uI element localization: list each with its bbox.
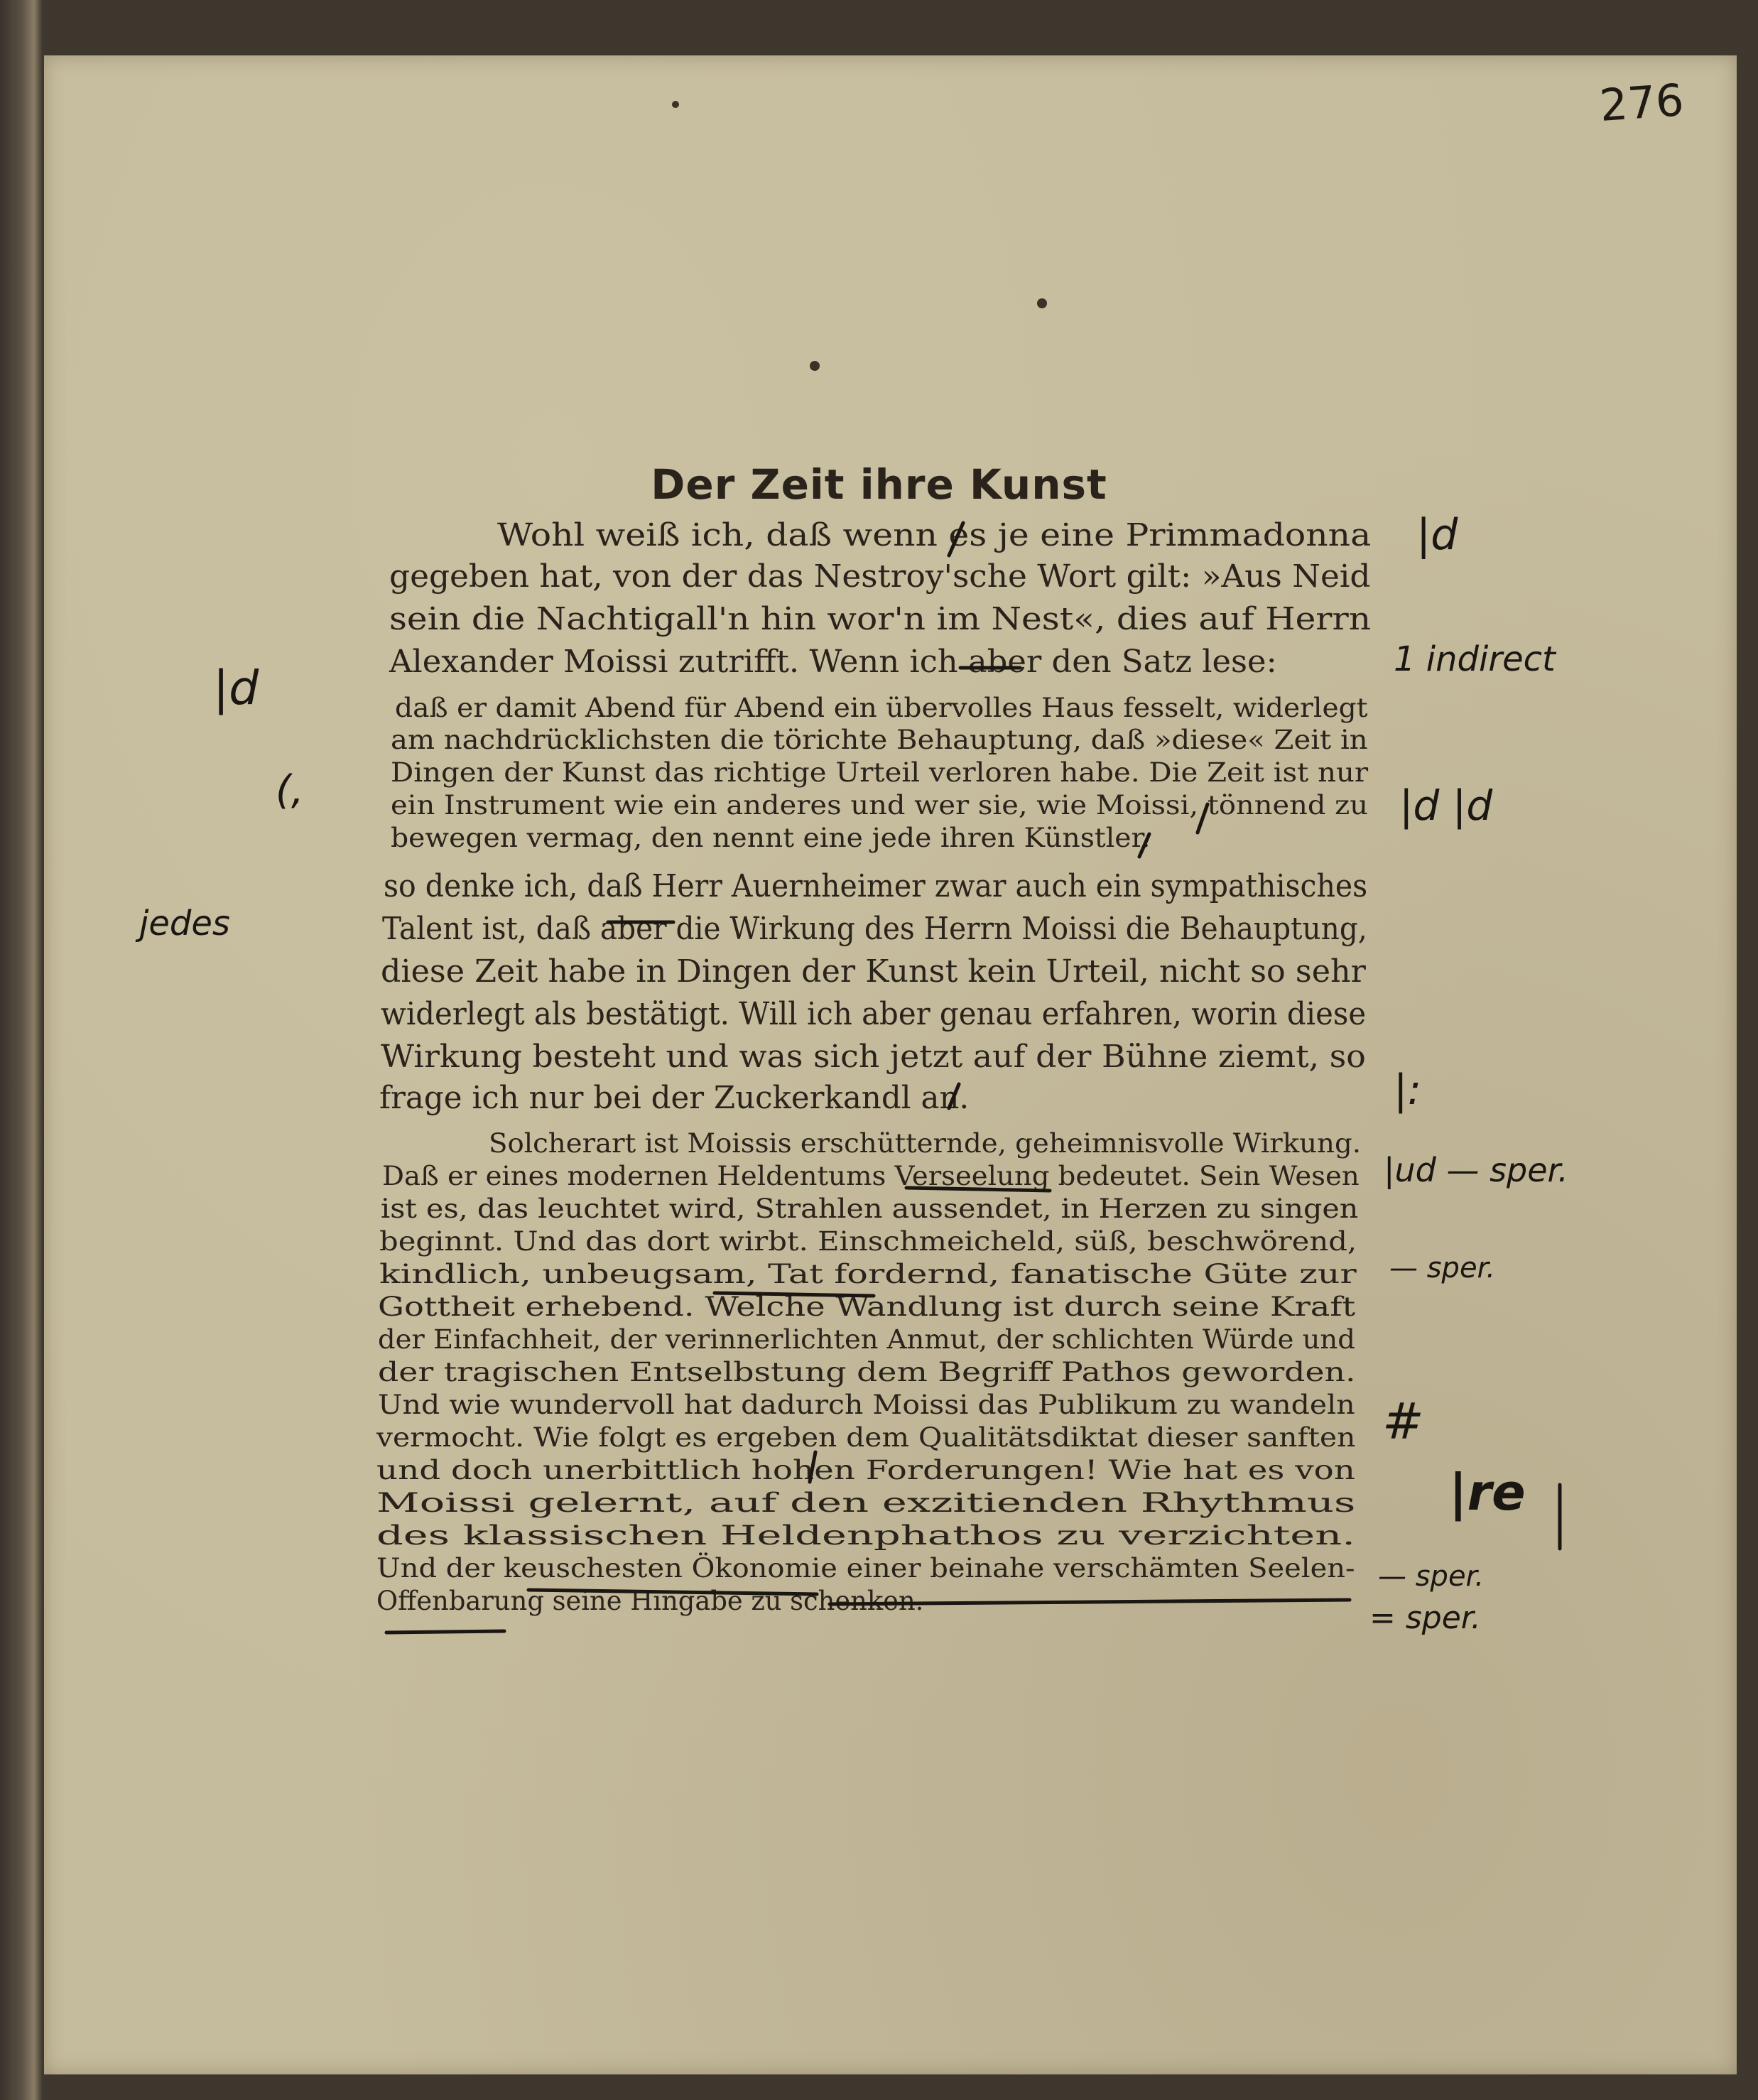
text-line: Gottheit erhebend. Welche Wandlung ist durch seine Kraft: [378, 1292, 1356, 1322]
underline-mark: [528, 1590, 817, 1594]
caret-mark: [1139, 834, 1149, 857]
underline-mark: [715, 1293, 874, 1296]
text-line: Wohl weiß ich, daß wenn es je eine Primmadonna: [497, 517, 1372, 553]
caret-mark: [810, 1452, 815, 1482]
margin-note: 1 indirect: [1394, 639, 1556, 679]
text-line: Offenbarung seine Hingabe zu schenken.: [376, 1586, 924, 1616]
text-line: Daß er eines modernen Heldentums Verseelung bedeutet. Sein Wesen: [382, 1161, 1360, 1191]
text-line: Wirkung besteht und was sich jetzt auf der Bühne ziemt, so: [381, 1039, 1366, 1075]
text-line: Und der keuschesten Ökonomie einer beinahe verschämten Seelen-: [376, 1553, 1355, 1584]
margin-note: |d: [213, 661, 259, 715]
text-line: so denke ich, daß Herr Auernheimer zwar auch ein sympathisches: [384, 868, 1368, 904]
text-line: am nachdrücklichsten die törichte Behauptung, daß »diese« Zeit in: [391, 725, 1368, 755]
text-line: vermocht. Wie folgt es ergeben dem Qualitätsdiktat dieser sanften: [376, 1422, 1356, 1453]
margin-note: jedes: [139, 904, 230, 943]
text-line: ein Instrument wie ein anderes und wer sie, wie Moissi, tönnend zu: [391, 790, 1369, 821]
text-line: Solcherart ist Moissis erschütternde, geheimnisvolle Wirkung.: [489, 1128, 1361, 1159]
text-line: sein die Nachtigall'n hin wor'n im Nest«, dies auf Herrn: [389, 601, 1372, 637]
text-line: Alexander Moissi zutrifft. Wenn ich aber den Satz lese:: [389, 644, 1277, 680]
article-title: Der Zeit ihre Kunst: [651, 460, 1107, 509]
caret-mark: [949, 523, 963, 556]
text-line: diese Zeit habe in Dingen der Kunst kein Urteil, nicht so sehr: [381, 953, 1366, 990]
margin-note: = sper.: [1369, 1600, 1481, 1636]
text-line: Moissi gelernt, auf den exzitienden Rhythmus: [376, 1488, 1356, 1518]
text-line: der Einfachheit, der verinnerlichten Anmut, der schlichten Würde und: [378, 1324, 1355, 1355]
margin-note: |:: [1394, 1066, 1422, 1114]
text-line: und doch unerbittlich hohen Forderungen! Wie hat es von: [376, 1455, 1355, 1485]
margin-note: |d |d: [1399, 781, 1493, 830]
underline-mark: [386, 1631, 504, 1633]
text-line: frage ich nur bei der Zuckerkandl an.: [379, 1080, 970, 1116]
text-line: beginnt. Und das dort wirbt. Einschmeicheld, süß, beschwörend,: [379, 1226, 1357, 1257]
margin-note: — sper.: [1378, 1560, 1485, 1593]
text-line: widerlegt als bestätigt. Will ich aber genau erfahren, worin diese: [381, 996, 1367, 1032]
margin-note: #: [1382, 1392, 1424, 1451]
text-line: Und wie wundervoll hat dadurch Moissi das Publikum zu wandeln: [378, 1390, 1355, 1420]
text-line: ist es, das leuchtet wird, Strahlen aussendet, in Herzen zu singen: [381, 1194, 1359, 1224]
text-line: Dingen der Kunst das richtige Urteil verloren habe. Die Zeit ist nur: [391, 757, 1369, 788]
margin-note: |ud — sper.: [1384, 1151, 1568, 1189]
caret-mark: [1198, 804, 1208, 833]
margin-note: |re: [1449, 1463, 1526, 1522]
margin-note: (,: [276, 767, 304, 813]
underline-mark: [830, 1600, 1350, 1604]
caret-mark: [949, 1084, 959, 1108]
text-line: Talent ist, daß aber die Wirkung des Herrn Moissi die Behauptung,: [382, 911, 1367, 947]
text-line: daß er damit Abend für Abend ein übervolles Haus fesselt, widerlegt: [395, 693, 1368, 723]
margin-note: — sper.: [1389, 1252, 1496, 1284]
folio-number: 276: [1597, 73, 1686, 132]
text-line: des klassischen Heldenphathos zu verzichten.: [376, 1520, 1355, 1551]
underline-mark: [906, 1188, 1050, 1191]
text-line: der tragischen Entselbstung dem Begriff Pathos geworden.: [378, 1357, 1356, 1387]
text-line: gegeben hat, von der das Nestroy'sche Wort gilt: »Aus Neid: [389, 558, 1371, 595]
text-line: kindlich, unbeugsam, Tat fordernd, fanatische Güte zur: [379, 1259, 1357, 1289]
text-line: bewegen vermag, den nennt eine jede ihren Künstler.: [391, 823, 1151, 853]
margin-note: |d: [1416, 510, 1458, 560]
